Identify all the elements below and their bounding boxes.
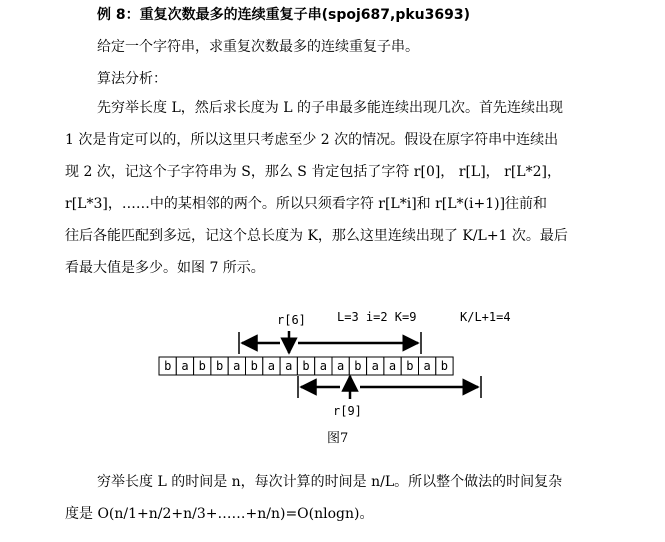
analysis-line: r[L*3]，……中的某相邻的两个。所以只须看字符 r[L*i]和 r[L*(i+1)]往前和: [65, 196, 548, 212]
analysis-line: 往后各能匹配到多远，记这个总长度为 K，那么这里连续出现了 K/L+1 次。最后: [65, 228, 568, 244]
label-result: K/L+1=4: [460, 310, 511, 324]
char-label: b: [406, 359, 414, 373]
analysis-line: 1 次是肯定可以的，所以这里只考虑至少 2 次的情况。假设在原字符串中连续出: [65, 132, 559, 148]
string-row: [159, 357, 453, 375]
char-label: a: [181, 359, 189, 373]
char-label: a: [388, 359, 397, 373]
char-label: b: [250, 359, 258, 373]
analysis-label: 算法分析：: [97, 71, 167, 87]
conclusion-line: 度是 O(n/1+n/2+n/3+……+n/n)=O(nlogn)。: [65, 506, 374, 522]
problem-statement: 给定一个字符串，求重复次数最多的连续重复子串。: [97, 39, 419, 55]
char-label: b: [198, 359, 206, 373]
analysis-line: 看最大值是多少。如图 7 所示。: [65, 260, 265, 276]
figure-caption: 图7: [327, 431, 349, 446]
char-label: b: [164, 359, 172, 373]
example-heading: 例 8：重复次数最多的连续重复子串(spoj687,pku3693): [97, 7, 470, 23]
char-label: a: [233, 359, 241, 373]
char-label: a: [371, 359, 379, 373]
label-params: L=3 i=2 K=9: [337, 310, 417, 324]
char-label: a: [285, 359, 293, 373]
char-label: a: [336, 359, 345, 373]
char-label: a: [319, 359, 328, 373]
label-r9: r[9]: [333, 404, 362, 418]
char-label: b: [215, 359, 224, 373]
analysis-line: 先穷举长度 L，然后求长度为 L 的子串最多能连续出现几次。首先连续出现: [97, 100, 563, 116]
conclusion-line: 穷举长度 L 的时间是 n，每次计算的时间是 n/L。所以整个做法的时间复杂: [97, 474, 563, 490]
char-label: a: [423, 359, 431, 373]
char-label: b: [440, 359, 449, 373]
char-label: b: [302, 359, 310, 373]
char-label: b: [354, 359, 362, 373]
conclusion-paragraph: [65, 466, 625, 530]
analysis-line: 现 2 次，记这个子字符串为 S，那么 S 肯定包括了字符 r[0]， r[L]， r[L*2]，: [65, 164, 561, 180]
char-label: a: [267, 359, 276, 373]
label-r6: r[6]: [277, 313, 306, 327]
